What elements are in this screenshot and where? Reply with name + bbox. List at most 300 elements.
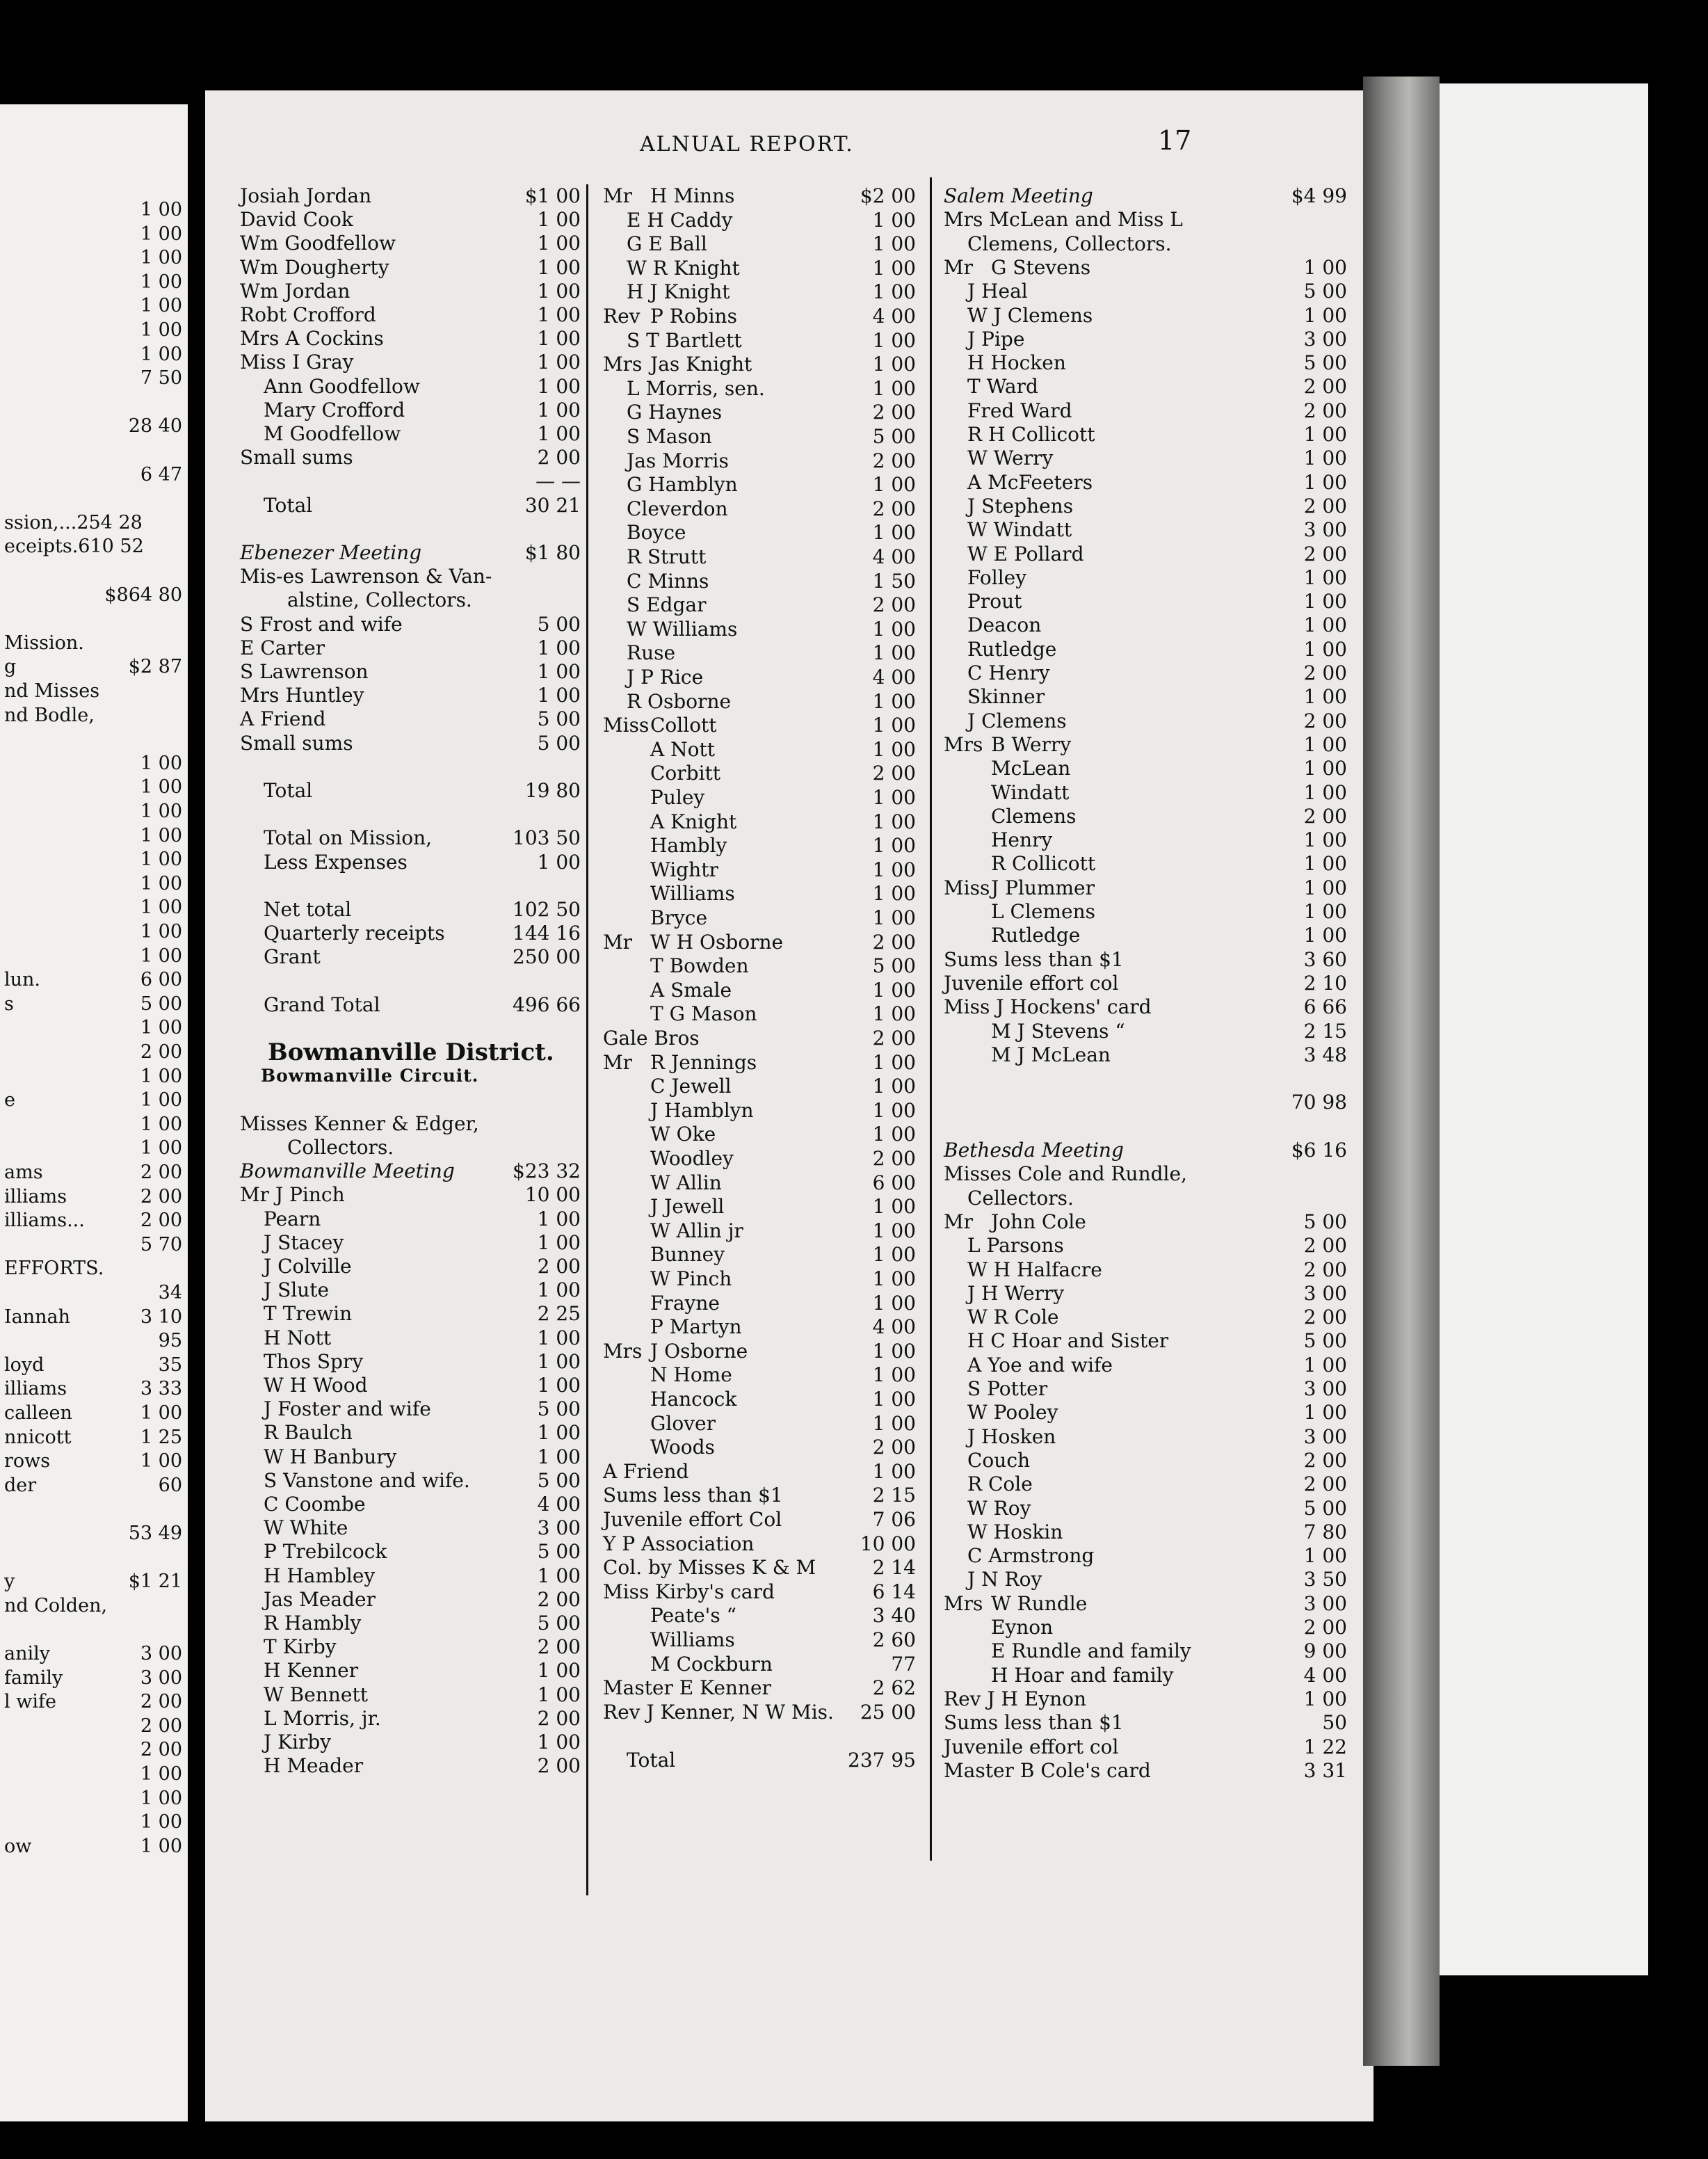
entry-name: S Mason (627, 425, 712, 448)
col1-entry (240, 732, 588, 755)
entry-name: J P Rice (627, 666, 704, 689)
entry-amount: 7 06 (872, 1508, 916, 1531)
entry-name: H Hoar and family (991, 1663, 1174, 1687)
left-page-text: illiams (4, 1185, 67, 1207)
entry-amount: 2 00 (872, 762, 916, 785)
entry-amount: 1 00 (537, 636, 581, 659)
entry-amount: 3 48 (1303, 1043, 1347, 1066)
entry-name: W H Wood (264, 1374, 368, 1397)
left-page-text: Mission. (4, 632, 84, 654)
entry-name: H Minns (650, 184, 735, 207)
entry-amount: 1 00 (537, 232, 581, 255)
entry-amount: 5 00 (1303, 280, 1347, 303)
left-page-amount: 1 00 (140, 199, 182, 220)
col3-entry (944, 613, 1361, 637)
col3-entry (944, 948, 1361, 972)
col1-entry (240, 1445, 588, 1469)
left-page-amount: 1 00 (140, 872, 182, 894)
entry-amount: 1 00 (537, 422, 581, 445)
entry-amount: 1 00 (537, 303, 581, 326)
entry-amount: 1 00 (537, 660, 581, 683)
left-page-line (0, 1233, 188, 1257)
col1-entry (240, 636, 588, 660)
entry-name: S T Bartlett (627, 328, 742, 352)
entry-name: C Minns (627, 569, 709, 593)
entry-name: G E Ball (627, 232, 707, 256)
left-page-text: illiams... (4, 1210, 85, 1232)
entry-amount: 2 00 (537, 446, 581, 469)
left-page-line (0, 1690, 188, 1714)
col2-entry (603, 1051, 930, 1075)
entry-name: Woods (650, 1436, 715, 1459)
entry-amount: 2 00 (1303, 661, 1347, 684)
col2-entry (603, 762, 930, 785)
entry-name: Woodley (650, 1147, 734, 1170)
entry-name: R Hambly (264, 1612, 362, 1635)
left-page-line (0, 824, 188, 848)
col2-entry (603, 545, 930, 569)
entry-name: W Rundle (991, 1591, 1088, 1615)
entry-amount: $6 16 (1291, 1139, 1347, 1162)
left-page-amount: 7 50 (140, 367, 182, 390)
entry-name: R Baulch (264, 1421, 353, 1445)
col2-entry (603, 449, 930, 473)
entry-name: Pearn (264, 1207, 321, 1230)
entry-name: W Williams (627, 617, 738, 641)
left-page-amount: 3 00 (140, 1643, 182, 1664)
left-page-line (0, 728, 188, 751)
entry-name: Mrs McLean and Miss L (944, 208, 1183, 232)
entry-amount: 2 00 (1303, 709, 1347, 732)
entry-name: John Cole (991, 1210, 1086, 1233)
entry-amount: 2 14 (872, 1556, 916, 1580)
entry-amount: 77 (891, 1652, 916, 1676)
col1-entry (240, 517, 588, 541)
left-page-amount: 60 (158, 1474, 182, 1496)
entry-name: A Friend (603, 1459, 689, 1483)
col2-entry (603, 786, 930, 810)
left-page-line (0, 1257, 188, 1281)
entry-amount: $4 99 (1291, 184, 1347, 207)
left-page-amount: 6 47 (140, 463, 182, 485)
left-page (0, 104, 188, 2121)
left-page-line (0, 1161, 188, 1185)
left-page-line (0, 463, 188, 487)
col2-entry (603, 1171, 930, 1195)
entry-name: J Pipe (967, 327, 1025, 351)
col2-entry (603, 618, 930, 641)
col1-entry (240, 565, 588, 588)
entry-name: G Stevens (991, 255, 1091, 279)
entry-amount: 5 00 (537, 1468, 581, 1492)
entry-amount: 1 50 (872, 569, 916, 593)
left-page-amount: 95 (158, 1330, 182, 1352)
col3-entry (944, 1735, 1361, 1759)
left-page-amount: 2 00 (140, 1691, 182, 1713)
entry-amount: 1 00 (872, 737, 916, 761)
entry-amount: 2 00 (537, 1754, 581, 1778)
col1-entry (240, 1707, 588, 1731)
entry-name: J Hamblyn (650, 1098, 754, 1122)
entry-name: L Morris, jr. (264, 1706, 381, 1730)
col1-entry (240, 1374, 588, 1397)
entry-name: Henry (991, 828, 1053, 852)
entry-name: J Heal (967, 280, 1028, 303)
col3-entry (944, 995, 1361, 1019)
entry-name: Collott (650, 714, 717, 737)
entry-name: W Oke (650, 1123, 716, 1146)
left-page-amount: 1 00 (140, 801, 182, 822)
entry-name: Rev J H Eynon (944, 1687, 1086, 1710)
entry-name: Skinner (967, 685, 1045, 709)
col2-entry (603, 1701, 930, 1724)
entry-name: Folley (967, 565, 1027, 589)
entry-name: Juvenile effort Col (603, 1508, 782, 1531)
entry-amount: 6 66 (1303, 995, 1347, 1019)
col3-entry (944, 900, 1361, 924)
col3-entry (944, 1639, 1361, 1663)
entry-amount: 1 00 (537, 1421, 581, 1445)
entry-name: Col. by Misses K & M (603, 1556, 816, 1580)
entry-amount: 3 50 (1303, 1568, 1347, 1591)
left-page-line (0, 1377, 188, 1401)
entry-name: Grand Total (264, 993, 380, 1016)
col2-entry (603, 1123, 930, 1146)
entry-amount: 5 00 (1303, 351, 1347, 375)
left-page-line (0, 1618, 188, 1642)
left-page-line (0, 535, 188, 559)
entry-amount: 3 00 (537, 1516, 581, 1540)
entry-name: Thos Spry (264, 1349, 364, 1373)
entry-name: Bethesda Meeting (944, 1139, 1124, 1162)
left-page-text: ams (4, 1162, 43, 1183)
entry-amount: 1 00 (1303, 685, 1347, 709)
entry-name: McLean (991, 757, 1071, 780)
left-page-line (0, 1016, 188, 1040)
entry-name: T Bowden (650, 954, 749, 978)
entry-name: P Martyn (650, 1315, 742, 1339)
col3-entry (944, 1711, 1361, 1735)
entry-amount: 1 00 (1303, 565, 1347, 589)
entry-amount: 1 00 (872, 1388, 916, 1411)
entry-name: W Windatt (967, 518, 1072, 542)
entry-amount: 2 00 (1303, 542, 1347, 565)
left-page-amount: 1 00 (140, 1089, 182, 1111)
left-page-line (0, 1402, 188, 1425)
col1-entry (240, 1207, 588, 1231)
entry-name: Grant (264, 945, 321, 969)
entry-name: P Trebilcock (264, 1540, 387, 1564)
entry-name: Bryce (650, 906, 708, 929)
left-page-line (0, 1041, 188, 1064)
entry-amount: 1 00 (872, 1195, 916, 1219)
left-page-text: Iannah (4, 1306, 71, 1328)
col2-entry (603, 1315, 930, 1339)
left-page-text: EFFORTS. (4, 1258, 104, 1280)
title-prefix: Mrs (944, 1591, 983, 1615)
col2-entry (603, 906, 930, 930)
entry-amount: 2 00 (537, 1706, 581, 1730)
col1-entry (240, 1754, 588, 1778)
col2-entry (603, 1604, 930, 1628)
entry-name: Cleverdon (627, 497, 728, 520)
col3-entry (944, 1377, 1361, 1401)
left-page-text: y (4, 1571, 15, 1593)
col3-entry (944, 351, 1361, 375)
left-page-text: s (4, 993, 14, 1015)
col3-entry (944, 232, 1361, 256)
entry-amount: 1 00 (537, 374, 581, 398)
entry-amount: 1 00 (537, 1230, 581, 1254)
col3-entry (944, 709, 1361, 733)
left-page-text: g (4, 656, 17, 678)
col1-entry (240, 1397, 588, 1421)
entry-amount: 1 00 (872, 376, 916, 400)
left-page-amount: $864 80 (104, 584, 182, 606)
col3-entry (944, 423, 1361, 447)
col1-entry (240, 351, 588, 374)
entry-amount: 1 00 (1303, 1401, 1347, 1424)
left-page-line (0, 872, 188, 896)
col3-entry (944, 1139, 1361, 1162)
entry-name: Master B Cole's card (944, 1758, 1151, 1782)
col3-entry (944, 972, 1361, 995)
entry-name: Williams (650, 1628, 735, 1651)
left-page-line (0, 920, 188, 944)
col1-entry (240, 1493, 588, 1516)
left-page-amount: 1 00 (140, 319, 182, 341)
col1-entry (240, 1659, 588, 1683)
left-page-text: der (4, 1474, 37, 1496)
entry-name: Collectors. (287, 1136, 394, 1159)
entry-amount: 1 00 (1303, 303, 1347, 327)
title-prefix: Mrs (603, 353, 643, 376)
entry-amount: 1 00 (872, 1002, 916, 1026)
col1-entry (240, 755, 588, 779)
entry-amount: 2 15 (872, 1484, 916, 1507)
entry-name: C Henry (967, 661, 1050, 684)
col1-entry (240, 851, 588, 874)
left-page-line (0, 1065, 188, 1089)
entry-amount: 3 00 (1303, 1281, 1347, 1305)
entry-amount: 1 00 (872, 858, 916, 881)
entry-name: W E Pollard (967, 542, 1084, 565)
left-page-line (0, 271, 188, 294)
col3-entry (944, 375, 1361, 399)
entry-name: Clemens, Collectors. (967, 232, 1172, 255)
entry-name: A Friend (240, 707, 326, 731)
col1-entry (240, 803, 588, 826)
entry-name: T Trewin (264, 1302, 353, 1326)
left-page-line (0, 1498, 188, 1521)
col2-entry (603, 1556, 930, 1580)
entry-amount: 4 00 (537, 1493, 581, 1516)
entry-name: W H Osborne (650, 930, 784, 954)
entry-amount: 1 00 (537, 327, 581, 351)
entry-name: Mrs A Cockins (240, 327, 384, 351)
left-page-line (0, 945, 188, 968)
entry-amount: 6 00 (872, 1171, 916, 1194)
left-page-text: calleen (4, 1402, 72, 1424)
col1-entry (240, 1683, 588, 1707)
entry-amount: 1 00 (872, 1050, 916, 1074)
left-page-line (0, 993, 188, 1016)
entry-name: E H Caddy (627, 208, 733, 232)
entry-amount: 4 00 (872, 1315, 916, 1339)
entry-name: S Lawrenson (240, 660, 369, 683)
entry-amount: $23 32 (513, 1159, 581, 1183)
left-page-amount: 1 00 (140, 1137, 182, 1159)
entry-amount: 1 00 (872, 786, 916, 809)
entry-name: Robt Crofford (240, 303, 376, 326)
left-page-amount: 1 00 (140, 776, 182, 798)
left-page-text: ow (4, 1835, 32, 1857)
left-page-amount: 1 00 (140, 295, 182, 317)
entry-amount: 2 00 (872, 1027, 916, 1050)
entry-name: C Coombe (264, 1493, 366, 1516)
entry-name: J H Werry (967, 1281, 1065, 1305)
entry-amount: 1 00 (872, 641, 916, 665)
entry-name: H Kenner (264, 1659, 359, 1683)
col1-entry (240, 1564, 588, 1588)
entry-amount: 1 00 (872, 280, 916, 304)
entry-name: Mr J Pinch (240, 1183, 345, 1207)
page-number: 17 (1158, 125, 1192, 156)
col3-entry (944, 447, 1361, 470)
entry-amount: 1 00 (1303, 876, 1347, 899)
entry-name: Bowmanville Circuit. (261, 1066, 479, 1086)
entry-amount: 3 00 (1303, 1591, 1347, 1615)
entry-amount: 1 00 (1303, 255, 1347, 279)
left-page-line (0, 294, 188, 318)
col3-entry (944, 1664, 1361, 1687)
col2-entry (603, 209, 930, 232)
col3-entry (944, 1616, 1361, 1639)
entry-amount: 2 00 (872, 449, 916, 472)
entry-name: Juvenile effort col (944, 1735, 1119, 1758)
entry-name: Fred Ward (967, 399, 1072, 422)
col1-entry (240, 684, 588, 707)
entry-name: S Frost and wife (240, 612, 403, 636)
page-edge (1363, 77, 1440, 2066)
col3-entry (944, 256, 1361, 280)
entry-name: Hancock (650, 1388, 737, 1411)
col1-entry (240, 1469, 588, 1493)
left-page-text: loyd (4, 1354, 45, 1376)
entry-amount: 1 00 (1303, 613, 1347, 637)
entry-name: Couch (967, 1448, 1031, 1472)
col2-entry (603, 1653, 930, 1676)
entry-amount: 1 00 (1303, 1687, 1347, 1710)
col3-entry (944, 1329, 1361, 1353)
entry-amount: 1 22 (1303, 1735, 1347, 1758)
left-page-line (0, 198, 188, 222)
left-page-amount: 1 00 (140, 1113, 182, 1135)
left-page-text: nd Colden, (4, 1594, 108, 1616)
left-page-text: eceipts.610 52 (4, 536, 144, 558)
entry-name: H Hambley (264, 1564, 376, 1587)
col3-entry (944, 1354, 1361, 1377)
col1-entry (240, 660, 588, 684)
left-page-line (0, 1209, 188, 1233)
col3-entry (944, 757, 1361, 780)
left-page-amount: 1 00 (140, 1787, 182, 1809)
entry-name: W H Halfacre (967, 1258, 1102, 1281)
left-page-line (0, 1137, 188, 1160)
right-page (205, 90, 1373, 2121)
entry-name: L Clemens (991, 900, 1095, 923)
col1-entry (240, 1588, 588, 1612)
entry-amount: 1 00 (1303, 590, 1347, 613)
entry-amount: 4 00 (1303, 1663, 1347, 1687)
entry-amount: 5 00 (537, 1612, 581, 1635)
entry-amount: 1 00 (1303, 447, 1347, 470)
entry-name: T Kirby (264, 1635, 337, 1659)
entry-name: Peate's “ (650, 1604, 736, 1628)
col2-entry (603, 1002, 930, 1026)
col2-entry (603, 329, 930, 353)
entry-amount: 4 00 (872, 305, 916, 328)
col1-entry (240, 1231, 588, 1255)
entry-amount: 19 80 (524, 779, 581, 802)
col2-entry (603, 353, 930, 376)
left-page-amount: $2 87 (128, 656, 182, 678)
left-page-line (0, 1306, 188, 1329)
left-page-line (0, 1329, 188, 1353)
left-page-line (0, 680, 188, 703)
entry-amount: 1 00 (872, 714, 916, 737)
col2-entry (603, 232, 930, 256)
entry-name: Hambly (650, 834, 727, 858)
col2-entry (603, 1436, 930, 1459)
col3-entry (944, 781, 1361, 805)
entry-amount: 5 00 (872, 425, 916, 448)
entry-amount: 2 00 (872, 593, 916, 617)
col1-entry (240, 1017, 588, 1041)
left-page-line (0, 223, 188, 246)
left-page-line (0, 1738, 188, 1762)
title-prefix: Mr (944, 255, 974, 279)
col2-entry (603, 1075, 930, 1098)
left-page-line (0, 752, 188, 776)
entry-amount: 25 00 (860, 1700, 916, 1724)
entry-amount: 1 00 (872, 617, 916, 641)
col3-entry (944, 543, 1361, 566)
left-page-line (0, 584, 188, 607)
col1-entry (240, 232, 588, 255)
entry-amount: 1 00 (1303, 470, 1347, 494)
entry-amount: 1 00 (872, 328, 916, 352)
col1-entry (240, 1516, 588, 1540)
entry-name: A Yoe and wife (967, 1353, 1113, 1377)
entry-amount: 1 00 (872, 353, 916, 376)
entry-amount: 2 00 (872, 1436, 916, 1459)
entry-amount: 1 00 (872, 1459, 916, 1483)
entry-name: Windatt (991, 780, 1070, 804)
entry-amount: 1 00 (537, 208, 581, 232)
entry-name: Gale Bros (603, 1027, 700, 1050)
entry-amount: 2 00 (1303, 1258, 1347, 1281)
entry-name: T Ward (967, 375, 1038, 399)
left-page-amount: 5 00 (140, 993, 182, 1015)
entry-name: J N Roy (967, 1568, 1042, 1591)
left-page-line (0, 655, 188, 679)
book-cover (1440, 83, 1648, 1975)
col2-entry (603, 1243, 930, 1267)
title-prefix: Mr (944, 1210, 974, 1233)
entry-name: W J Clemens (967, 303, 1093, 327)
entry-name: W Pooley (967, 1401, 1058, 1424)
